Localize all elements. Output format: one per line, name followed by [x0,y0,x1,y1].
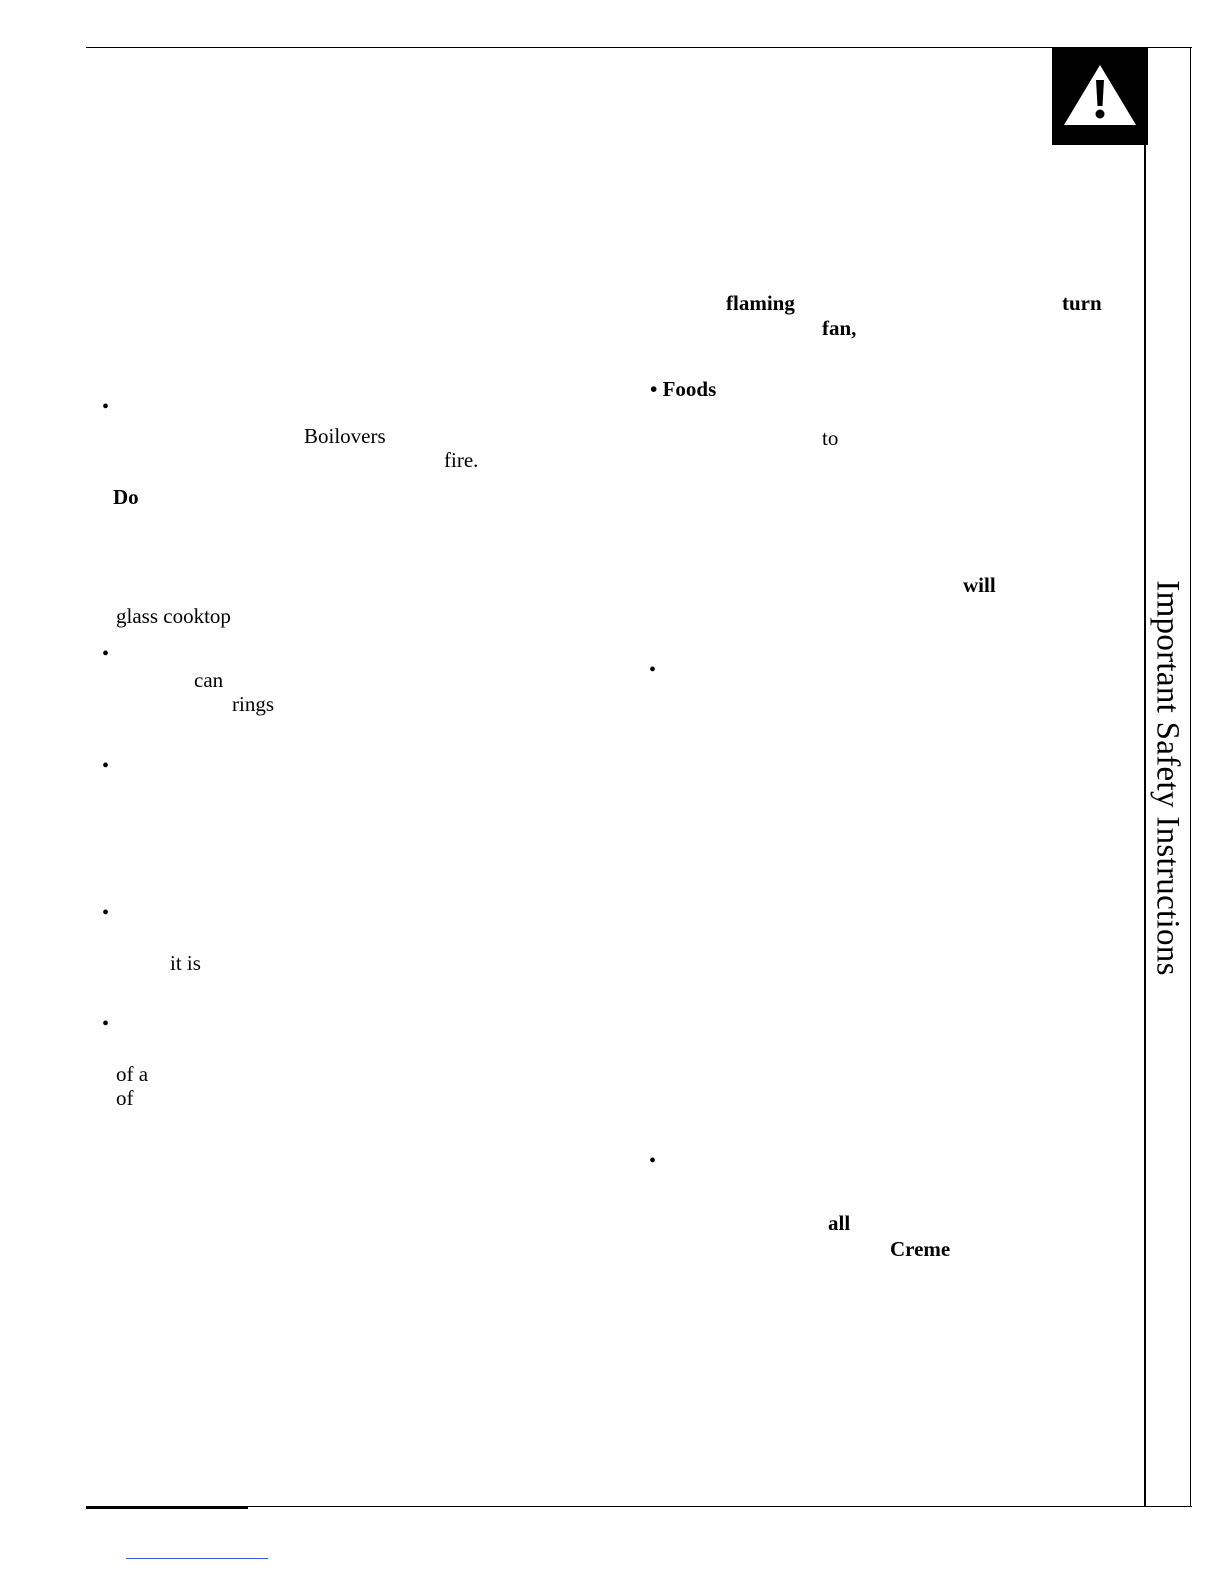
text-fragment-fan: fan, [822,316,857,340]
text-fragment-of: of [116,1086,134,1110]
text-fragment-foods [650,377,716,402]
text-fragment-do: Do [113,485,139,509]
bullet: • [102,396,110,418]
text-fragment-rings: rings [232,692,274,716]
bullet: • [102,755,110,777]
text-fragment-flaming: flaming [726,291,795,315]
text-fragment-of-a: of a [116,1062,149,1086]
bullet: • [649,1150,657,1172]
bullet: • [102,902,110,924]
bottom-rule-accent [86,1507,248,1509]
text-fragment-it-is: it is [170,951,201,975]
exclamation-triangle-icon [1052,47,1148,145]
text-fragment-glass-cooktop: glass cooktop [116,604,231,628]
bullet: • [102,643,110,665]
bullet: • [649,659,657,681]
warning-icon-block [1052,47,1148,145]
bullet: • [102,1013,110,1035]
text-fragment-to: to [822,426,839,450]
text-fragment-all: all [828,1211,851,1235]
bullet: • [650,377,658,401]
top-rule [86,47,1192,48]
foods-label: Foods [662,377,717,401]
text-fragment-turn: turn [1062,291,1102,315]
footer-link-line [126,1558,268,1559]
side-tab-inner-border [1144,145,1146,1507]
text-fragment-can: can [194,668,224,692]
side-tab-outer-border [1190,47,1191,1507]
section-side-title: Important Safety Instructions [1149,580,1186,976]
text-fragment-will: will [963,573,996,597]
bottom-rule [86,1506,1192,1507]
text-fragment-creme: Creme [890,1237,951,1261]
text-fragment-fire: fire. [444,448,479,472]
text-fragment-boilovers: Boilovers [304,424,386,448]
